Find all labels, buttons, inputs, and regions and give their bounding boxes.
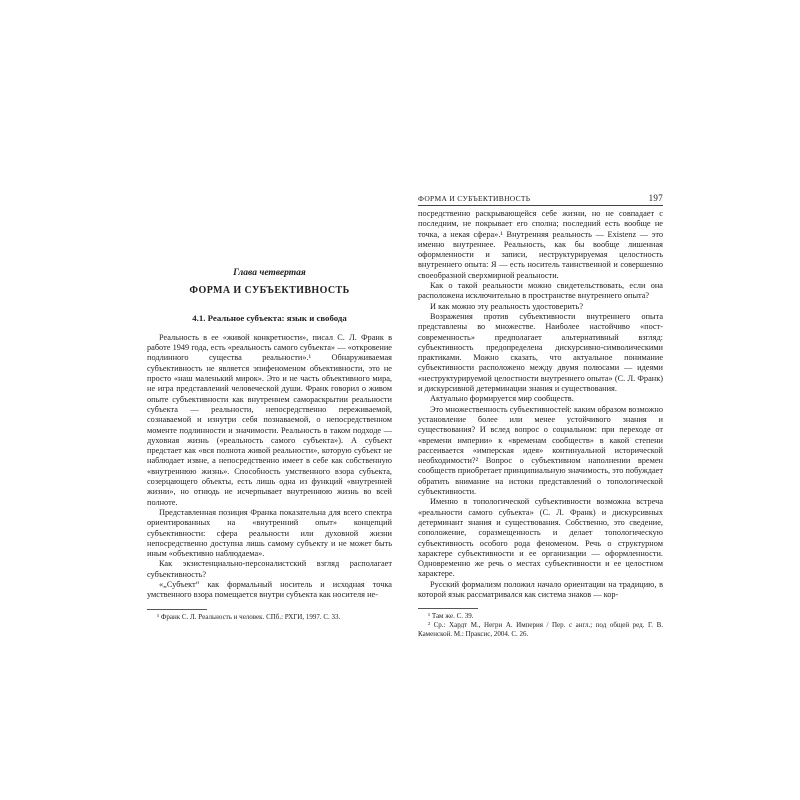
left-paragraph: Представленная позиция Франка показательна для всего спектра ориентированных на «внутренний опыт» концепций субъективности: сфера реальности или духовной жизни непосредственно доступна лишь самому субъекту и не может быть иным «объективно наблюдаема». (147, 507, 392, 559)
chapter-title: ФОРМА И СУБЪЕКТИВНОСТЬ (189, 285, 350, 297)
left-page (147, 258, 392, 622)
right-paragraph: Как о такой реальности можно свидетельствовать, если она расположена исключительно в пространстве внутреннего опыта? (418, 281, 663, 301)
running-header (418, 193, 663, 206)
right-paragraph: Именно в топологической субъективности возможна встреча «реальности самого субъекта» (С. Л. Франк) и дискурсивных детерминант знания и существования. Собственно, это сведение, соположение, соразмещенность и делает топологическую субъективность особого рода феноменом. Речь о структурном характере субъективности и ее организации — оформленности. Одновременно же речь о местах субъективности и ее целостном характере. (418, 497, 663, 579)
left-paragraph: Реальность в ее «живой конкретности», писал С. Л. Франк в работе 1949 года, есть «реальность самого субъекта» — «откровение подлинного существа реальности».¹ Обнаруживаемая субъективность не является эпифеноменом объективности, это не просто «наш маленький мирок». Это и не часть объективного мира, не игра представлений человеческой души. Франк говорил о живом опыте субъективности как внутреннем самораскрытии реальности субъекта — реальности, непосредственно переживаемой, сознаваемой и изнутри себя познаваемой, о непосредственном моменте подлинности и значимости. Реальность в таком подходе — духовная жизнь («реальность самого субъекта»). А субъект предстает как «вся полнота живой реальности», которую субъект не наблюдает извне, а непосредственно имеет в себе как собственную «внутреннюю жизнь». Способность умственного взора субъекта, созерцающего объекты, есть лишь одна из функций «внутренней жизни», но отнюдь не исчерпывает внутреннюю жизнь во всей полноте. (147, 332, 392, 507)
right-paragraph: посредственно раскрывающейся себе жизни, но не совпадает с последним, не покрывает его сполна; последний есть вообще не точка, а некая сфера».¹ Внутренняя реальность — Existenz — это именно внутреннее. Реальность, как бы вообще лишенная оформленности и записи, неструктурируемая целостность внутреннего опыта: Я — есть носитель таинственной и совершенно своеобразной сверхмирной реальности. (418, 209, 663, 280)
right-paragraph: Русский формализм положил начало ориентации на традицию, в которой язык рассматривался как система знаков — кор- (418, 579, 663, 599)
footnote-divider (418, 608, 478, 609)
footnote: ² Ср.: Хардт М., Негри А. Империя / Пер. с англ.; под общей ред. Г. В. Каменской. М.: Праксис, 2004. С. 26. (418, 621, 663, 639)
section-title: 4.1. Реальное субъекта: язык и свобода (192, 312, 347, 323)
right-paragraph: Возражения против субъективности внутреннего опыта представлены во множестве. Наиболее настойчиво «пост-современность» предполагает альтернативный взгляд: субъективность предопределена дискурсивно-символическими практиками. Можно сказать, что актуальное понимание субъективности расположено между двумя полюсами — идеями «неструктурируемой целостности внутреннего опыта» (С. Л. Франк) и дискурсивной детерминации знания и существования. (418, 311, 663, 394)
left-paragraph: «„Субъект“ как формальный носитель и исходная точка умственного взора помещается внутри субъекта как носителя не- (147, 580, 392, 600)
right-paragraph: И как можно эту реальность удостоверить? (430, 301, 584, 311)
chapter-label: Глава четвертая (233, 268, 306, 278)
footnote: ¹ Франк С. Л. Реальность и человек. СПб.: РХГИ, 1997. С. 33. (157, 612, 341, 621)
left-paragraph: Как экзистенциально-персоналистский взгляд располагает субъективность? (147, 559, 392, 579)
footnote: ¹ Там же. С. 39. (428, 612, 474, 621)
right-paragraph: Актуально формируется мир сообществ. (430, 394, 574, 404)
footnote-divider (147, 609, 207, 610)
page-number: 197 (648, 193, 663, 203)
running-head-title: ФОРМА И СУБЪЕКТИВНОСТЬ (418, 194, 531, 203)
right-paragraph: Это множественность субъективностей: каким образом возможно установление более или менее устойчивого знания и существования? И вслед вопрос о социальном: при переходе от «времени империи» к «временам сообществ» в какой степени рассеивается «имперская идея» континуальной исторической необходимости?² Вопрос о субъективном наполнении времен сообществ приобретает принципиальную значимость, это побуждает обратить внимание на истоки представлений о топологической субъективности. (418, 404, 663, 497)
